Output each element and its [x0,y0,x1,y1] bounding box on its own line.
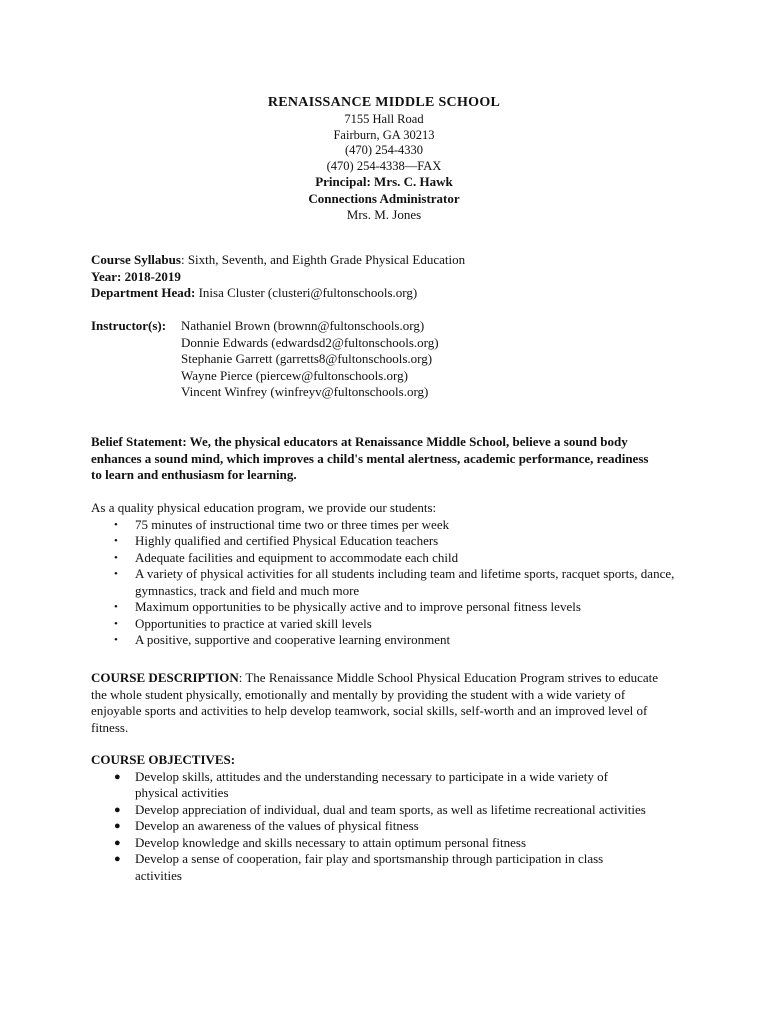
instructor-item: Stephanie Garrett (garretts8@fultonschools.org) [181,351,433,366]
objectives-list [91,769,651,885]
bullet-icon: ● [114,803,121,816]
address-line: 7155 Hall Road [344,112,424,126]
course-description-label: COURSE DESCRIPTION [91,670,239,685]
school-name: RENAISSANCE MIDDLE SCHOOL [267,95,501,110]
department-head-row [91,285,681,302]
course-objectives [91,752,651,884]
list-item-text: Develop a sense of cooperation, fair play and sportsmanship through participation in class activities [135,851,604,883]
instructor-item: Vincent Winfrey (winfreyv@fultonschools.org) [181,384,429,399]
list-item [91,533,681,550]
bullet-icon: • [114,617,118,630]
year-row: Year: 2018-2019 [91,268,181,284]
bullet-icon: ● [114,836,121,849]
list-item [91,835,651,852]
department-head-value: Inisa Cluster (clusteri@fultonschools.org) [195,285,418,300]
instructor-item: Nathaniel Brown (brownn@fultonschools.org) [181,318,425,333]
list-item-text: Develop knowledge and skills necessary to attain optimum personal fitness [135,834,526,850]
list-item-text: Maximum opportunities to be physically active and to improve personal fitness levels [135,599,581,614]
connections-title: Connections Administrator [308,190,460,206]
list-item-text: Highly qualified and certified Physical Education teachers [135,533,439,548]
bullet-icon: • [114,568,118,580]
list-item-text: 75 minutes of instructional time two or three times per week [135,516,450,532]
instructor-item: Donnie Edwards (edwardsd2@fultonschools.org) [181,334,439,350]
fax-line: (470) 254-4338—FAX [326,158,442,173]
bullet-icon: • [114,551,118,564]
list-item-text: A variety of physical activities for all students including team and lifetime sports, racquet sports, dance, gymnastics, track and field and much more [135,566,675,598]
course-objectives-label: COURSE OBJECTIVES: [91,752,236,767]
instructors-label: Instructor(s): [91,318,167,333]
list-item-text: Opportunities to practice at varied skill levels [135,615,372,631]
course-description [91,670,661,736]
bullet-icon: • [114,634,118,646]
city-line: Fairburn, GA 30213 [333,127,435,142]
instructor-item: Wayne Pierce (piercew@fultonschools.org) [181,367,408,383]
list-item [91,599,681,616]
connections-name: Mrs. M. Jones [346,207,422,222]
syllabus-value: : Sixth, Seventh, and Eighth Grade Physical Education [180,252,466,267]
list-item [91,802,651,819]
bullet-icon: • [114,518,118,531]
list-item [91,632,681,649]
list-item [91,851,651,884]
list-item-text: Develop skills, attitudes and the understanding necessary to participate in a wide variety of physical activities [135,768,608,800]
list-item-text: Adequate facilities and equipment to accommodate each child [135,549,459,565]
phone-line: (470) 254-4330 [344,143,424,157]
list-item-text: Develop an awareness of the values of physical fitness [135,818,419,833]
syllabus-label: Course Syllabus [91,252,181,267]
course-description-text: : The Renaissance Middle School Physical Education Program strives to educate the whole student physically, emotionally and mentally by providing the student with a wide variety of enjoyable sports and activities to help develop teamwork, social skills, self-worth and an improved level of fitness. [91,670,659,735]
bullet-icon: ● [114,853,121,865]
bullet-icon: ● [114,770,121,783]
list-item [91,769,651,802]
program-section [91,500,681,649]
instructors-list [181,318,439,401]
syllabus-row [91,252,681,269]
department-head-label: Department Head: [91,285,196,300]
program-list [91,517,681,649]
list-item [91,566,681,599]
list-item-text: A positive, supportive and cooperative learning environment [135,632,451,647]
list-item-text: Develop appreciation of individual, dual and team sports, as well as lifetime recreational activities [135,801,646,817]
bullet-icon: ● [114,820,121,832]
list-item [91,550,681,567]
bullet-icon: • [114,601,118,613]
list-item [91,818,651,835]
list-item [91,616,681,633]
instructors-section [91,318,681,399]
program-intro: As a quality physical education program, we provide our students: [91,500,437,515]
belief-statement: Belief Statement: We, the physical educators at Renaissance Middle School, believe a sound body enhances a sound mind, which improves a child's mental alertness, academic performance, readiness to learn and enthusiasm for learning. [91,434,649,482]
letterhead [0,94,768,224]
course-info [91,252,681,302]
bullet-icon: • [114,535,118,547]
principal-line: Principal: Mrs. C. Hawk [315,174,453,189]
list-item [91,517,681,534]
